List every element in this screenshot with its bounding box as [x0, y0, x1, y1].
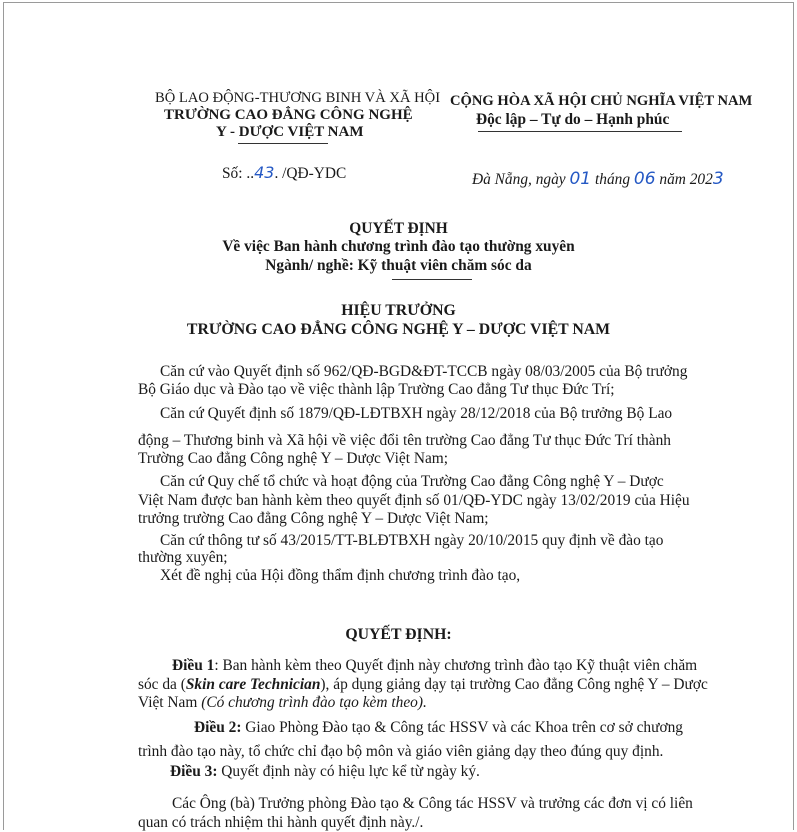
- title-divider: [392, 279, 472, 280]
- article-2-label: Điều 2:: [194, 719, 242, 736]
- decision-heading: QUYẾT ĐỊNH:: [345, 626, 452, 643]
- article-1-label: Điều 1: [172, 657, 215, 674]
- article-1-line-1: [172, 657, 762, 675]
- basis-line-6: Căn cứ Quy chế tổ chức và hoạt động của Trường Cao đẳng Công nghệ Y – Dược: [160, 473, 664, 490]
- date-part1: Đà Nẵng, ngày: [472, 171, 570, 188]
- basis-line-8: trưởng trường Cao đẳng Công nghệ Y – Dược Việt Nam;: [138, 510, 489, 527]
- article-1-text-3b: (Có chương trình đào tạo kèm theo).: [201, 694, 427, 711]
- article-1-text-1: : Ban hành kèm theo Quyết định này chương trình đào tạo Kỹ thuật viên chăm: [214, 657, 698, 674]
- date-part3: năm 202: [655, 171, 713, 188]
- header-motto: Độc lập – Tự do – Hạnh phúc: [476, 111, 670, 128]
- document-number-handwritten: 43: [254, 163, 275, 182]
- header-republic: CỘNG HÒA XÃ HỘI CHỦ NGHĨA VIỆT NAM: [450, 93, 753, 109]
- document-date: [472, 169, 724, 189]
- article-2-line-2: trình đào tạo này, tổ chức chỉ đạo bộ môn và giáo viên giảng dạy theo đúng quy định.: [138, 743, 664, 760]
- date-day-handwritten: 01: [569, 169, 592, 189]
- article-1-text-2b: Skin care Technician: [185, 676, 321, 693]
- date-year-digit-handwritten: 3: [712, 169, 724, 189]
- basis-line-2: Bộ Giáo dục và Đào tạo về việc thành lập Trường Cao đẳng Tư thục Đức Trí;: [138, 381, 615, 398]
- basis-line-5: Trường Cao đẳng Công nghệ Y – Dược Việt Nam;: [138, 450, 449, 467]
- basis-line-11: Xét đề nghị của Hội đồng thẩm định chương trình đào tạo,: [160, 567, 521, 584]
- article-1-line-2: [138, 676, 728, 694]
- date-part2: tháng: [591, 171, 634, 188]
- article-2-line-1: [194, 719, 784, 737]
- article-1-text-3a: Việt Nam: [138, 694, 202, 711]
- basis-line-9: Căn cứ thông tư số 43/2015/TT-BLĐTBXH ngày 20/10/2015 quy định về đào tạo: [160, 532, 664, 549]
- header-divider-right: [478, 131, 682, 132]
- authority-school: TRƯỜNG CAO ĐẲNG CÔNG NGHỆ Y – DƯỢC VIỆT NAM: [186, 321, 611, 338]
- basis-line-3: Căn cứ Quyết định số 1879/QĐ-LĐTBXH ngày 28/12/2018 của Bộ trưởng Bộ Lao: [160, 405, 673, 422]
- basis-line-4: động – Thương binh và Xã hội về việc đổi tên trường Cao đẳng Tư thục Đức Trí thành: [138, 432, 671, 449]
- decision-subject: Về việc Ban hành chương trình đào tạo thường xuyên: [222, 238, 575, 255]
- article-3-line: [170, 763, 760, 781]
- date-month-handwritten: 06: [633, 169, 656, 189]
- basis-line-1: Căn cứ vào Quyết định số 962/QĐ-BGD&ĐT-TCCB ngày 08/03/2005 của Bộ trưởng: [160, 363, 688, 380]
- closing-line-2: quan có trách nhiệm thi hành quyết định này./.: [138, 814, 424, 831]
- article-2-text-1: Giao Phòng Đào tạo & Công tác HSSV và các Khoa trên cơ sở chương: [241, 719, 683, 736]
- article-1-text-2a: sóc da (: [138, 676, 186, 693]
- header-divider-left: [238, 143, 328, 144]
- authority-title: HIỆU TRƯỞNG: [341, 302, 456, 319]
- header-ministry: BỘ LAO ĐỘNG-THƯƠNG BINH VÀ XÃ HỘI: [155, 90, 441, 106]
- document-number: [222, 163, 346, 183]
- header-school-line2: Y - DƯỢC VIỆT NAM: [216, 124, 364, 140]
- article-3-label: Điều 3:: [170, 763, 218, 780]
- document-number-prefix: Số: ..: [222, 165, 255, 182]
- article-1-text-2c: ), áp dụng giảng dạy tại trường Cao đẳng Công nghệ Y – Dược: [320, 676, 708, 693]
- header-school-line1: TRƯỜNG CAO ĐẲNG CÔNG NGHỆ: [164, 107, 413, 123]
- basis-line-10: thường xuyên;: [138, 549, 228, 566]
- decision-title: QUYẾT ĐỊNH: [349, 220, 448, 237]
- article-3-text: Quyết định này có hiệu lực kể từ ngày ký.: [217, 763, 480, 780]
- decision-major: [0, 257, 797, 275]
- closing-line-1: Các Ông (bà) Trưởng phòng Đào tạo & Công tác HSSV và trưởng các đơn vị có liên: [172, 795, 693, 812]
- document-number-suffix: . /QĐ-YDC: [274, 165, 347, 182]
- basis-line-7: Việt Nam được ban hành kèm theo quyết định số 01/QĐ-YDC ngày 13/02/2019 của Hiệu: [138, 492, 690, 509]
- article-1-line-3: [138, 694, 728, 712]
- decision-major-label: Ngành/ nghề:: [265, 257, 358, 274]
- decision-major-value: Kỹ thuật viên chăm sóc da: [357, 257, 532, 274]
